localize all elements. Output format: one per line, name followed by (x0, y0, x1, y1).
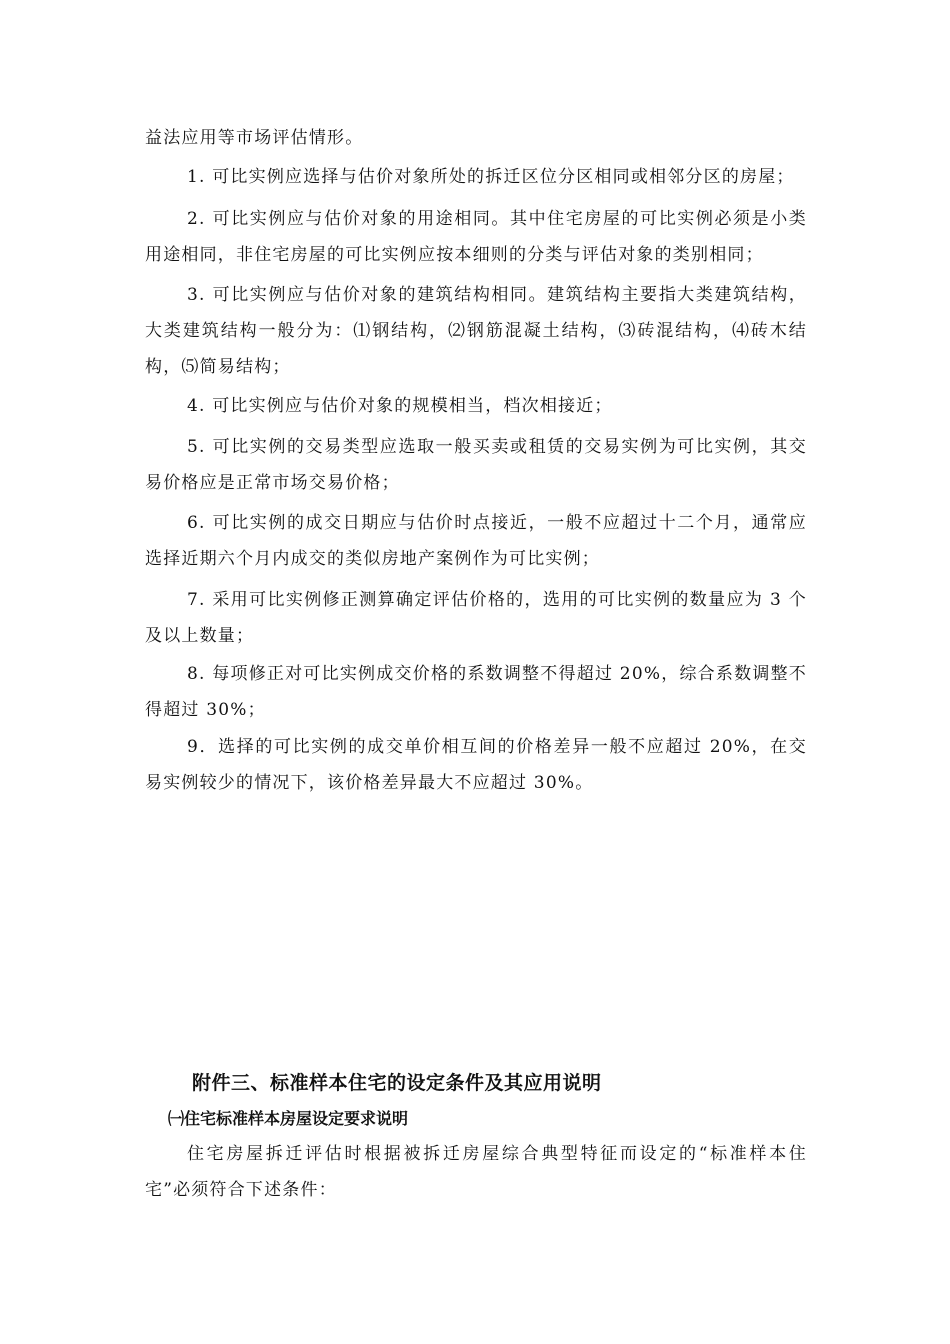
list-item: 8. 每项修正对可比实例成交价格的系数调整不得超过 20%，综合系数调整不得超过 30%； (145, 664, 807, 720)
list-item: 2. 可比实例应与估价对象的用途相同。其中住宅房屋的可比实例必须是小类用途相同，非住宅房屋的可比实例应按本细则的分类与评估对象的类别相同； (145, 209, 807, 265)
list-item: 6. 可比实例的成交日期应与估价时点接近，一般不应超过十二个月，通常应选择近期六个月内成交的类似房地产案例作为可比实例； (145, 513, 807, 569)
list-item: 7. 采用可比实例修正测算确定评估价格的，选用的可比实例的数量应为 3 个及以上数量； (145, 590, 807, 646)
continuation-paragraph: 益法应用等市场评估情形。 (145, 128, 364, 148)
list-item: 5. 可比实例的交易类型应选取一般买卖或租赁的交易实例为可比实例，其交易价格应是正常市场交易价格； (145, 437, 807, 493)
section-title: ㈠住宅标准样本房屋设定要求说明 (168, 1109, 409, 1128)
list-item: 3. 可比实例应与估价对象的建筑结构相同。建筑结构主要指大类建筑结构，大类建筑结构一般分为：⑴钢结构，⑵钢筋混凝土结构，⑶砖混结构，⑷砖木结构，⑸简易结构； (145, 285, 807, 377)
list-item: 9．选择的可比实例的成交单价相互间的价格差异一般不应超过 20%，在交易实例较少的情况下，该价格差异最大不应超过 30%。 (145, 737, 807, 793)
section-body: 住宅房屋拆迁评估时根据被拆迁房屋综合典型特征而设定的“标准样本住宅”必须符合下述条件： (145, 1144, 807, 1200)
attachment-title: 附件三、标准样本住宅的设定条件及其应用说明 (192, 1072, 602, 1094)
list-item: 1. 可比实例应选择与估价对象所处的拆迁区位分区相同或相邻分区的房屋； (187, 167, 795, 187)
list-item: 4. 可比实例应与估价对象的规模相当，档次相接近； (187, 396, 613, 416)
